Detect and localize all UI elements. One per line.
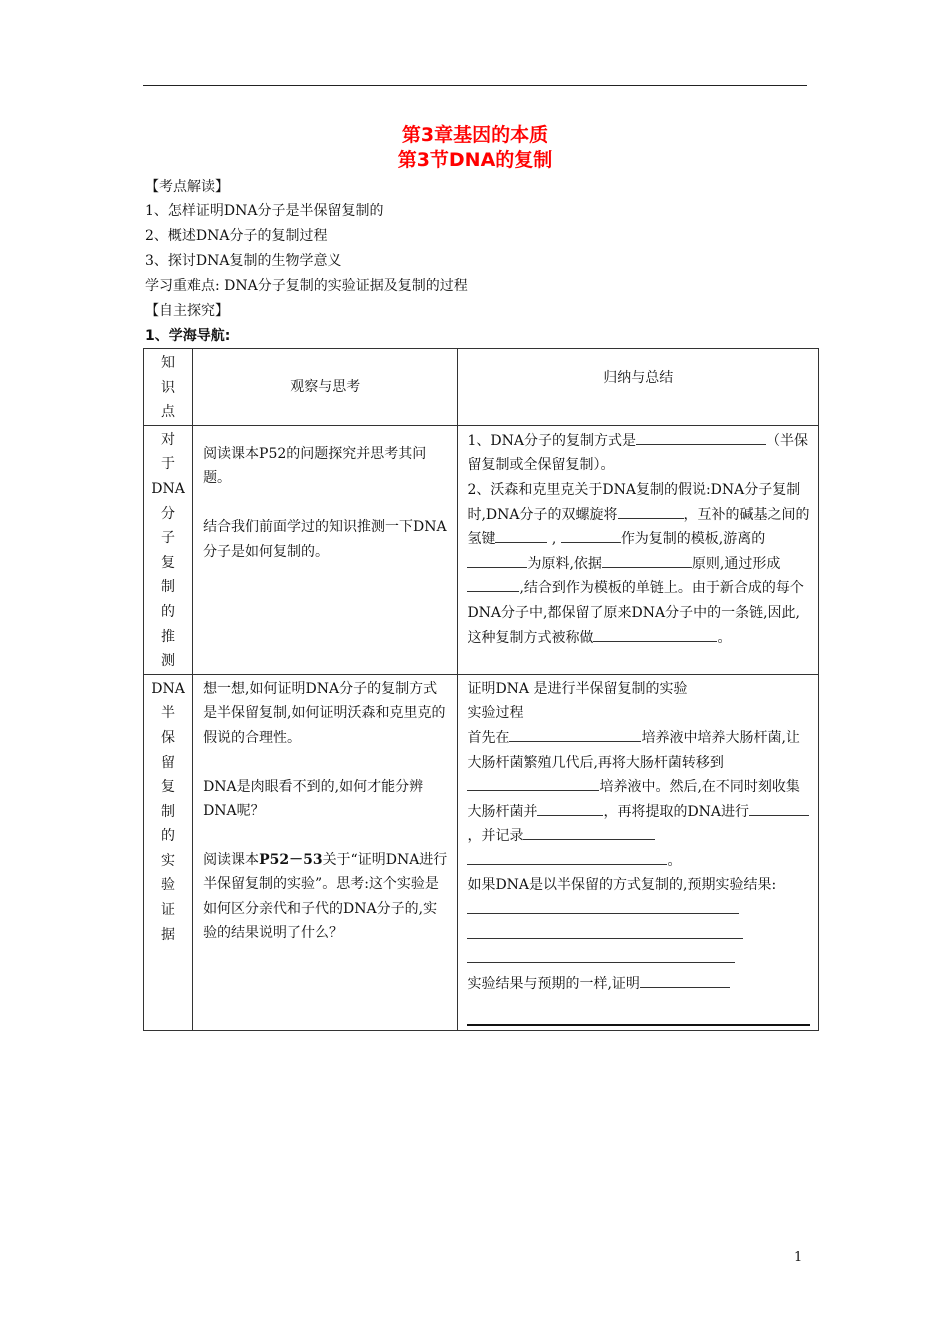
row2-summary: 证明DNA 是进行半保留复制的实验 实验过程 首先在 培养液中培养大肠杆菌,让大肠杆菌繁殖几代后,再将大肠杆菌转移到培养液中。然后,在不同时刻收集大肠杆菌并 ，再将提取的DNA进行，并记录 。 如果DNA是以半保留的方式复制的,预期实验结果: 实验结果与预期的一样,证明 — [458, 674, 819, 1030]
fill-blank[interactable] — [509, 726, 641, 742]
header-summary: 归纳与总结 — [458, 349, 819, 426]
table-row — [144, 674, 819, 1030]
header-observe-think: 观察与思考 — [193, 349, 458, 426]
row2-knowledge-point: DNA 半 保 留 复 制 的 实 验 证 据 — [144, 674, 193, 1030]
row1-reading-prompt: 阅读课本P52的问题探究并思考其问题。 — [203, 445, 427, 487]
kaodian-heading: 【考点解读】 — [145, 179, 229, 195]
fill-blank[interactable] — [749, 800, 809, 816]
row2-observe-think — [193, 674, 458, 1030]
chapter-title: 第3章基因的本质 — [401, 124, 549, 146]
section-title: 第3节DNA的复制 — [397, 149, 553, 171]
page-reference: P52－53 — [259, 851, 323, 868]
fill-blank[interactable] — [640, 972, 730, 988]
fill-blank[interactable] — [467, 898, 739, 914]
fill-blank[interactable] — [467, 576, 519, 592]
row1-summary: 1、DNA分子的复制方式是 （半保留复制或全保留复制）。 2、沃森和克里克关于DNA复制的假说:DNA分子复制时,DNA分子的双螺旋将 ，互补的碱基之间的氢键 , 作为复制的模板,游离的为原料,依据 原则,通过形成,结合到作为模板的单链上。由于新合成的每个DNA分子中,都保留了原来DNA分子中的一条链,因此,这种复制方式被称做 。 — [458, 425, 819, 674]
row1-inference-prompt: 结合我们前面学过的知识推测一下DNA分子是如何复制的。 — [203, 518, 447, 560]
fill-blank[interactable] — [467, 849, 667, 865]
kaodian-item: 1、怎样证明DNA分子是半保留复制的 — [145, 203, 384, 219]
kaodian-item: 2、概述DNA分子的复制过程 — [145, 228, 328, 244]
fill-blank[interactable] — [523, 824, 655, 840]
kaodian-item: 3、探讨DNA复制的生物学意义 — [145, 253, 342, 269]
fill-blank[interactable] — [467, 775, 599, 791]
study-table — [143, 348, 819, 1031]
fill-blank[interactable] — [561, 527, 621, 543]
row1-knowledge-point: 对 于 DNA 分 子 复 制 的 推 测 — [144, 425, 193, 674]
cell-end-rule — [467, 1024, 810, 1026]
row1-observe-think — [193, 425, 458, 674]
fill-blank[interactable] — [467, 947, 735, 963]
fill-blank[interactable] — [602, 552, 692, 568]
key-points: 学习重难点: DNA分子复制的实验证据及复制的过程 — [145, 278, 468, 294]
fill-blank[interactable] — [593, 626, 717, 642]
fill-blank[interactable] — [537, 800, 603, 816]
row2-think-prompt: 想一想,如何证明DNA分子的复制方式是半保留复制,如何证明沃森和克里克的假说的合理性。 — [203, 680, 446, 746]
fill-blank[interactable] — [495, 527, 547, 543]
fill-blank[interactable] — [467, 923, 743, 939]
fill-blank[interactable] — [467, 552, 527, 568]
header-knowledge-point: 知 识 点 — [144, 349, 193, 426]
row2-reading-prompt: 阅读课本P52－53关于“证明DNA进行半保留复制的实验”。思考:这个实验是如何区分亲代和子代的DNA分子的,实验的结果说明了什么？ — [203, 851, 448, 942]
header-rule — [143, 85, 807, 86]
table-header-row — [144, 349, 819, 426]
row2-distinguish-prompt: DNA是肉眼看不到的,如何才能分辨DNA呢？ — [203, 778, 424, 820]
zizhu-heading: 【自主探究】 — [145, 303, 229, 319]
page-number: 1 — [794, 1250, 803, 1265]
fill-blank[interactable] — [618, 503, 684, 519]
table-row — [144, 425, 819, 674]
xuehai-subheading: 1、学海导航: — [145, 328, 231, 344]
fill-blank[interactable] — [636, 429, 766, 445]
